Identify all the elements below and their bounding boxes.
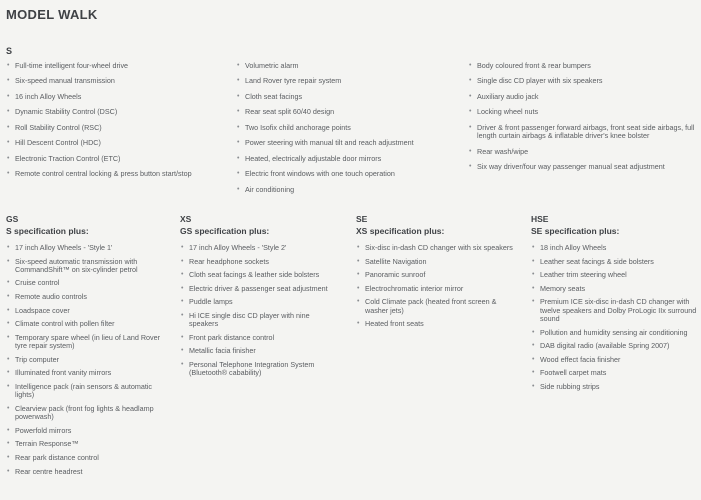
feature-item: • 17 inch Alloy Wheels - 'Style 2' <box>180 244 338 252</box>
feature-item: • Full-time intelligent four-wheel drive <box>6 62 221 70</box>
feature-item: • Clearview pack (front fog lights & headlamp powerwash) <box>6 405 164 422</box>
feature-item: • Footwell carpet mats <box>531 369 699 377</box>
feature-item: • Personal Telephone Integration System (Bluetooth® cabability) <box>180 361 338 378</box>
model-xs-label: XS <box>180 214 192 224</box>
feature-item: • Six-speed manual transmission <box>6 77 221 85</box>
feature-item: • Leather trim steering wheel <box>531 271 699 279</box>
model-gs-subtitle: S specification plus: <box>6 226 89 236</box>
feature-item: • Wood effect facia finisher <box>531 356 699 364</box>
feature-item: • Loadspace cover <box>6 307 164 315</box>
feature-item: • Hill Descent Control (HDC) <box>6 139 221 147</box>
feature-item: • Volumetric alarm <box>236 62 461 70</box>
feature-item: • Remote control central locking & press button start/stop <box>6 170 221 178</box>
feature-item: • Leather seat facings & side bolsters <box>531 258 699 266</box>
feature-item: • Panoramic sunroof <box>356 271 514 279</box>
model-se-label: SE <box>356 214 368 224</box>
s-features-col-3 <box>468 62 698 179</box>
feature-item: • Rear headphone sockets <box>180 258 338 266</box>
feature-item: • Powerfold mirrors <box>6 427 164 435</box>
model-xs-subtitle: GS specification plus: <box>180 226 270 236</box>
feature-item: • Auxiliary audio jack <box>468 93 698 101</box>
feature-item: • Body coloured front & rear bumpers <box>468 62 698 70</box>
feature-item: • Two Isofix child anchorage points <box>236 124 461 132</box>
feature-item: • Terrain Response™ <box>6 440 164 448</box>
feature-item: • Illuminated front vanity mirrors <box>6 369 164 377</box>
feature-item: • Locking wheel nuts <box>468 108 698 116</box>
model-hse-subtitle: SE specification plus: <box>531 226 620 236</box>
feature-item: • 18 inch Alloy Wheels <box>531 244 699 252</box>
page-title: MODEL WALK <box>6 7 98 22</box>
se-features-list <box>356 244 514 329</box>
feature-item: • Cloth seat facings <box>236 93 461 101</box>
feature-item: • Electric front windows with one touch operation <box>236 170 461 178</box>
feature-item: • Intelligence pack (rain sensors & automatic lights) <box>6 383 164 400</box>
feature-item: • Side rubbing strips <box>531 383 699 391</box>
feature-item: • Puddle lamps <box>180 298 338 306</box>
feature-item: • Cold Climate pack (heated front screen & washer jets) <box>356 298 514 315</box>
feature-item: • Heated, electrically adjustable door mirrors <box>236 155 461 163</box>
feature-item: • Electric driver & passenger seat adjustment <box>180 285 338 293</box>
feature-item: • Six way driver/four way passenger manual seat adjustment <box>468 163 698 171</box>
feature-item: • Land Rover tyre repair system <box>236 77 461 85</box>
feature-item: • 17 inch Alloy Wheels - 'Style 1' <box>6 244 164 252</box>
feature-item: • 16 inch Alloy Wheels <box>6 93 221 101</box>
feature-item: • Hi ICE single disc CD player with nine speakers <box>180 312 338 329</box>
model-se-section <box>356 214 514 334</box>
feature-item: • Six-speed automatic transmission with CommandShift™ on six-cylinder petrol <box>6 258 164 275</box>
feature-item: • Satellite Navigation <box>356 258 514 266</box>
s-features-col-1 <box>6 62 221 186</box>
xs-features-list <box>180 244 338 378</box>
feature-item: • Six-disc in-dash CD changer with six speakers <box>356 244 514 252</box>
feature-item: • Power steering with manual tilt and reach adjustment <box>236 139 461 147</box>
model-hse-label: HSE <box>531 214 549 224</box>
feature-item: • Temporary spare wheel (in lieu of Land Rover tyre repair system) <box>6 334 164 351</box>
model-xs-section <box>180 214 338 383</box>
feature-item: • Rear seat split 60/40 design <box>236 108 461 116</box>
feature-item: • Memory seats <box>531 285 699 293</box>
feature-item: • Rear centre headrest <box>6 468 164 476</box>
feature-item: • Front park distance control <box>180 334 338 342</box>
feature-item: • Roll Stability Control (RSC) <box>6 124 221 132</box>
feature-item: • Electronic Traction Control (ETC) <box>6 155 221 163</box>
feature-item: • Electrochromatic interior mirror <box>356 285 514 293</box>
model-gs-section <box>6 214 164 481</box>
feature-item: • Rear wash/wipe <box>468 148 698 156</box>
s-features-col-2 <box>236 62 461 201</box>
model-se-subtitle: XS specification plus: <box>356 226 445 236</box>
model-s-label: S <box>6 46 13 56</box>
gs-features-list <box>6 244 164 476</box>
feature-item: • Dynamic Stability Control (DSC) <box>6 108 221 116</box>
feature-item: • Air conditioning <box>236 186 461 194</box>
feature-item: • Cloth seat facings & leather side bolsters <box>180 271 338 279</box>
feature-item: • Heated front seats <box>356 320 514 328</box>
feature-item: • Remote audio controls <box>6 293 164 301</box>
feature-item: • Trip computer <box>6 356 164 364</box>
feature-item: • DAB digital radio (available Spring 2007) <box>531 342 699 350</box>
feature-item: • Climate control with pollen filter <box>6 320 164 328</box>
feature-item: • Rear park distance control <box>6 454 164 462</box>
model-gs-label: GS <box>6 214 19 224</box>
hse-features-list <box>531 244 699 391</box>
feature-item: • Metallic facia finisher <box>180 347 338 355</box>
feature-item: • Driver & front passenger forward airbags, front seat side airbags, full length curtain airbags & inflatable driver's knee bolster <box>468 124 698 141</box>
feature-item: • Single disc CD player with six speakers <box>468 77 698 85</box>
model-hse-section <box>531 214 699 397</box>
feature-item: • Pollution and humidity sensing air conditioning <box>531 329 699 337</box>
feature-item: • Premium ICE six-disc in-dash CD changer with twelve speakers and Dolby ProLogic IIx surround sound <box>531 298 699 323</box>
feature-item: • Cruise control <box>6 279 164 287</box>
